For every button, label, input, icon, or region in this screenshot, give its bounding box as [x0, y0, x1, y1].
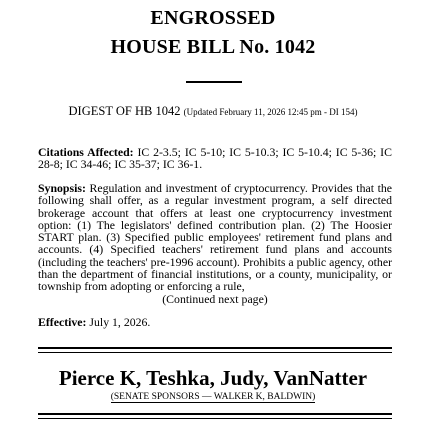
citations-affected: [38, 146, 392, 171]
sponsor-divider-bottom-thin: [38, 418, 392, 419]
senate-sponsors: [0, 392, 426, 403]
continued-note: (Continued next page): [162, 291, 268, 306]
house-sponsors: Pierce K, Teshka, Judy, VanNatter: [58, 366, 368, 390]
synopsis-text: Regulation and investment of cryptocurrency. Provides that the following shall offer, as a regular investment program, a self directed brokerage account that offers at least one cryptocurrency investment option: (1) The legislators' defined contribution plan. (2) The Hoosier START plan. (3) Specified public employees' retirement fund plans and accounts. (4) Specified teachers' retirement fund plans and accounts (including the teachers' pre-1996 account). Prohibits a public agency, other than the department of financial institutions, or a county, municipality, or township from adopting or enforcing a rule,: [38, 181, 392, 294]
digest-updated: (Updated February 11, 2026 12:45 pm - DI 154): [183, 107, 358, 117]
effective-label: Effective:: [38, 315, 87, 329]
sponsor-divider-top-thin: [38, 352, 392, 353]
bill-number-heading: HOUSE BILL No. 1042: [110, 36, 316, 58]
synopsis: [38, 182, 392, 305]
digest-label: DIGEST OF HB 1042: [68, 104, 181, 118]
digest-line: [0, 103, 426, 120]
effective-date: [38, 316, 392, 328]
senate-sponsors-text: (SENATE SPONSORS — WALKER K, BALDWIN): [110, 392, 316, 402]
engrossed-heading: ENGROSSED: [150, 7, 276, 29]
synopsis-label: Synopsis:: [38, 181, 86, 195]
citations-text: IC 2-3.5; IC 5-10; IC 5-10.3; IC 5-10.4; IC 5-36; IC 28-8; IC 34-46; IC 35-37; IC 36-1.: [38, 145, 392, 172]
effective-text: July 1, 2026.: [89, 315, 151, 329]
title-divider: [186, 81, 242, 83]
citations-label: Citations Affected:: [38, 145, 134, 159]
sponsor-divider-top: [38, 347, 392, 349]
sponsor-divider-bottom: [38, 413, 392, 415]
